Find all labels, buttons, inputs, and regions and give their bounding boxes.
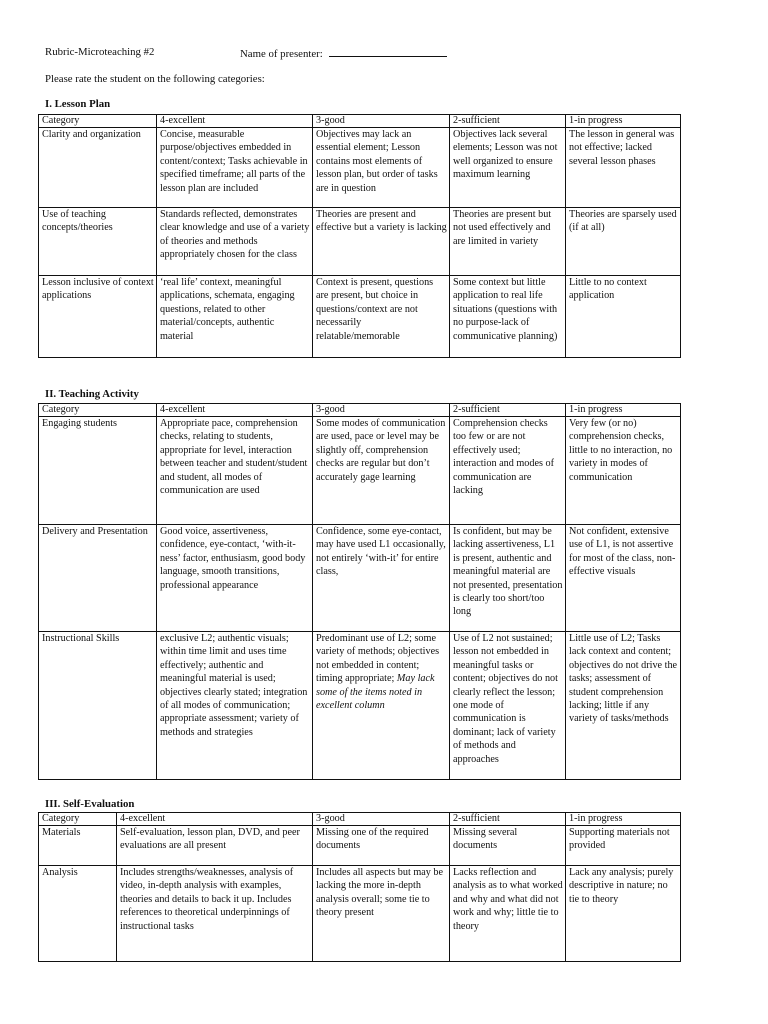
cell-in-progress: Very few (or no) comprehension checks, little to no interaction, no variety in modes of communication: [566, 417, 681, 525]
row-category: Clarity and organization: [39, 128, 157, 208]
cell-in-progress: Little to no context application: [566, 276, 681, 358]
table-header-row: [39, 404, 681, 417]
row-category: Delivery and Presentation: [39, 525, 157, 632]
column-header: 4-excellent: [157, 115, 313, 128]
table-header-row: [39, 115, 681, 128]
cell-sufficient: Is confident, but may be lacking assertiveness, L1 is present, authentic and meaningful material are not presented, presentation is clearly too short/too long: [450, 525, 566, 632]
cell-good: Some modes of communication are used, pace or level may be slightly off, comprehension checks are regular but don’t accurately gage learning: [313, 417, 450, 525]
section-title-teaching-activity: II. Teaching Activity: [45, 388, 139, 400]
table-row: [39, 208, 681, 276]
table-row: [39, 417, 681, 525]
cell-good: [313, 632, 450, 780]
instructions: Please rate the student on the following categories:: [45, 73, 265, 85]
column-header: 1-in progress: [566, 813, 681, 826]
cell-sufficient: Lacks reflection and analysis as to what worked and why and what did not work and why; little tie to theory: [450, 866, 566, 962]
presenter-label: Name of presenter:: [240, 48, 323, 60]
good-text-note: May lack some of the items noted in excellent column: [316, 673, 435, 712]
column-header: 2-sufficient: [450, 115, 566, 128]
self-evaluation-table: [38, 812, 681, 962]
column-header: 2-sufficient: [450, 813, 566, 826]
cell-sufficient: Comprehension checks too few or are not effectively used; interaction and modes of communication are lacking: [450, 417, 566, 525]
cell-excellent: Standards reflected, demonstrates clear knowledge and use of a variety of theories and methods appropriately chosen for the class: [157, 208, 313, 276]
table-row: [39, 276, 681, 358]
section-title-lesson-plan: I. Lesson Plan: [45, 98, 111, 110]
presenter-blank-line[interactable]: [329, 46, 447, 57]
row-category: Use of teaching concepts/theories: [39, 208, 157, 276]
cell-good: Theories are present and effective but a variety is lacking: [313, 208, 450, 276]
cell-sufficient: Missing several documents: [450, 826, 566, 866]
table-row: [39, 128, 681, 208]
row-category: Engaging students: [39, 417, 157, 525]
cell-in-progress: Not confident, extensive use of L1, is not assertive for most of the class, non-effective visuals: [566, 525, 681, 632]
cell-excellent: Appropriate pace, comprehension checks, relating to students, appropriate for level, interaction between teacher and student/student and student, all modes of communication are used: [157, 417, 313, 525]
table-row: [39, 632, 681, 780]
column-header: Category: [39, 813, 117, 826]
row-category: Materials: [39, 826, 117, 866]
table-header-row: [39, 813, 681, 826]
row-category: Lesson inclusive of context applications: [39, 276, 157, 358]
row-category: Analysis: [39, 866, 117, 962]
good-text: Predominant use of L2; some variety of methods; objectives not embedded in content;: [316, 633, 440, 671]
column-header: 3-good: [313, 404, 450, 417]
column-header: 2-sufficient: [450, 404, 566, 417]
table-row: [39, 826, 681, 866]
presenter-name-field[interactable]: [240, 46, 447, 61]
cell-sufficient: Objectives lack several elements; Lesson was not well organized to ensure maximum learning: [450, 128, 566, 208]
document-title: Rubric-Microteaching #2: [45, 46, 155, 58]
cell-sufficient: Use of L2 not sustained; lesson not embedded in meaningful tasks or content; objectives do not clearly reflect the lesson; one mode of communication is dominant; lack of variety of methods and approaches: [450, 632, 566, 780]
cell-good: Context is present, questions are present, but choice in questions/context are not necessarily relatable/memorable: [313, 276, 450, 358]
cell-excellent: Includes strengths/weaknesses, analysis of video, in-depth analysis with examples, theories and details to back it up. Includes references to theoretical underpinnings of instructional tasks: [117, 866, 313, 962]
cell-excellent: Good voice, assertiveness, confidence, eye-contact, ‘with-it-ness’ factor, enthusiasm, good body language, smooth transitions, professional appearance: [157, 525, 313, 632]
cell-good: Includes all aspects but may be lacking the more in-depth analysis overall; some tie to theory present: [313, 866, 450, 962]
cell-in-progress: Supporting materials not provided: [566, 826, 681, 866]
column-header: 3-good: [313, 115, 450, 128]
cell-excellent: exclusive L2; authentic visuals; within time limit and uses time effectively; authentic and meaningful material is used; objectives clearly stated; integration of all modes of communication; appropriate assessment; variety of methods and strategies: [157, 632, 313, 780]
table-row: [39, 866, 681, 962]
cell-in-progress: Lack any analysis; purely descriptive in nature; no tie to theory: [566, 866, 681, 962]
section-title-self-evaluation: III. Self-Evaluation: [45, 798, 135, 810]
cell-in-progress: Theories are sparsely used (if at all): [566, 208, 681, 276]
lesson-plan-table: [38, 114, 681, 358]
table-row: [39, 525, 681, 632]
row-category: Instructional Skills: [39, 632, 157, 780]
column-header: 1-in progress: [566, 404, 681, 417]
good-text-timing: timing appropriate;: [316, 673, 395, 685]
column-header: 4-excellent: [117, 813, 313, 826]
teaching-activity-table: [38, 403, 681, 780]
column-header: Category: [39, 115, 157, 128]
cell-good: Missing one of the required documents: [313, 826, 450, 866]
column-header: 1-in progress: [566, 115, 681, 128]
cell-sufficient: Theories are present but not used effectively and are limited in variety: [450, 208, 566, 276]
cell-excellent: ‘real life’ context, meaningful applications, schemata, engaging questions, related to other material/concepts, authentic material: [157, 276, 313, 358]
cell-good: Confidence, some eye-contact, may have used L1 occasionally, not entirely ‘with-it’ for entire class,: [313, 525, 450, 632]
column-header: 3-good: [313, 813, 450, 826]
column-header: 4-excellent: [157, 404, 313, 417]
column-header: Category: [39, 404, 157, 417]
cell-good: Objectives may lack an essential element; Lesson contains most elements of lesson plan, but order of tasks are in question: [313, 128, 450, 208]
cell-sufficient: Some context but little application to real life situations (questions with no purpose-lack of communicative planning): [450, 276, 566, 358]
cell-in-progress: The lesson in general was not effective; lacked several lesson phases: [566, 128, 681, 208]
cell-excellent: Concise, measurable purpose/objectives embedded in content/context; Tasks achievable in specified timeframe; all parts of the lesson plan are included: [157, 128, 313, 208]
cell-excellent: Self-evaluation, lesson plan, DVD, and peer evaluations are all present: [117, 826, 313, 866]
cell-in-progress: Little use of L2; Tasks lack context and content; objectives do not drive the tasks; assessment of student comprehension lacking; little if any variety of tasks/methods: [566, 632, 681, 780]
